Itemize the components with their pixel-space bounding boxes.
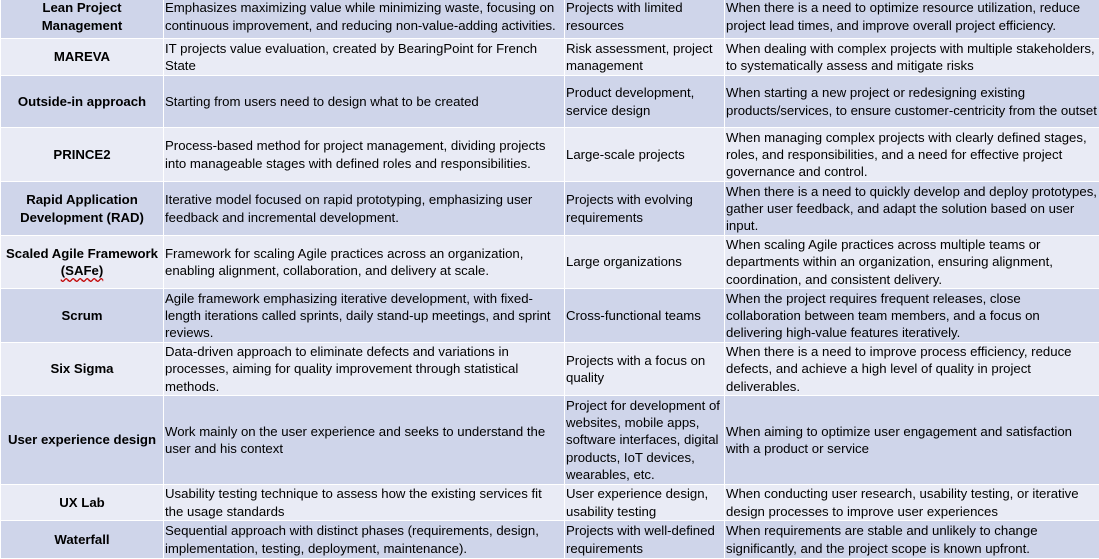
method-name: Waterfall — [1, 521, 164, 559]
method-when-to-use: When conducting user research, usability testing, or iterative design processes to improve user experiences — [725, 485, 1099, 521]
method-when-to-use: When scaling Agile practices across multiple teams or departments within an organization, ensuring alignment, coordination, and consistent delivery. — [725, 236, 1099, 289]
table-row — [1, 182, 1099, 236]
method-when-to-use: When managing complex projects with clearly defined stages, roles, and responsibilities, and a need for effective project governance and control. — [725, 128, 1099, 182]
table-row — [1, 521, 1099, 559]
method-description: Usability testing technique to assess how the existing services fit the usage standards — [164, 485, 565, 521]
method-description: Sequential approach with distinct phases (requirements, design, implementation, testing, deployment, maintenance). — [164, 521, 565, 559]
method-description: Agile framework emphasizing iterative development, with fixed-length iterations called sprints, daily stand-up meetings, and sprint reviews. — [164, 289, 565, 343]
method-description: Emphasizes maximizing value while minimizing waste, focusing on continuous improvement, and reducing non-value-adding activities. — [164, 0, 565, 39]
method-suited-for: Projects with a focus on quality — [565, 343, 725, 396]
method-when-to-use: When there is a need to optimize resource utilization, reduce project lead times, and improve overall project efficiency. — [725, 0, 1099, 39]
method-description: Data-driven approach to eliminate defects and variations in processes, aiming for quality improvement through statistical methods. — [164, 343, 565, 396]
method-suited-for: Projects with limited resources — [565, 0, 725, 39]
table-row — [1, 76, 1099, 128]
method-suited-for: User experience design, usability testing — [565, 485, 725, 521]
method-suited-for: Risk assessment, project management — [565, 39, 725, 76]
method-when-to-use: When there is a need to improve process efficiency, reduce defects, and achieve a high level of quality in project deliverables. — [725, 343, 1099, 396]
method-name: Six Sigma — [1, 343, 164, 396]
method-when-to-use: When starting a new project or redesigning existing products/services, to ensure customer-centricity from the outset — [725, 76, 1099, 128]
table-row — [1, 485, 1099, 521]
method-description: Process-based method for project management, dividing projects into manageable stages with defined roles and responsibilities. — [164, 128, 565, 182]
method-name: Rapid Application Development (RAD) — [1, 182, 164, 236]
method-suited-for: Project for development of websites, mobile apps, software interfaces, digital products, IoT devices, wearables, etc. — [565, 396, 725, 485]
table-row — [1, 39, 1099, 76]
method-suited-for: Large organizations — [565, 236, 725, 289]
method-description: Starting from users need to design what to be created — [164, 76, 565, 128]
method-when-to-use: When dealing with complex projects with multiple stakeholders, to systematically assess and mitigate risks — [725, 39, 1099, 76]
method-description: IT projects value evaluation, created by BearingPoint for French State — [164, 39, 565, 76]
method-suited-for: Large-scale projects — [565, 128, 725, 182]
method-name: Outside-in approach — [1, 76, 164, 128]
method-description: Work mainly on the user experience and seeks to understand the user and his context — [164, 396, 565, 485]
table-row — [1, 236, 1099, 289]
method-name: Lean Project Management — [1, 0, 164, 39]
method-description: Iterative model focused on rapid prototyping, emphasizing user feedback and incremental development. — [164, 182, 565, 236]
method-name: Scrum — [1, 289, 164, 343]
table-row — [1, 396, 1099, 485]
method-suited-for: Product development, service design — [565, 76, 725, 128]
method-suited-for: Cross-functional teams — [565, 289, 725, 343]
method-when-to-use: When aiming to optimize user engagement and satisfaction with a product or service — [725, 396, 1099, 485]
method-description: Framework for scaling Agile practices across an organization, enabling alignment, collaboration, and delivery at scale. — [164, 236, 565, 289]
method-suited-for: Projects with evolving requirements — [565, 182, 725, 236]
table-row — [1, 289, 1099, 343]
method-when-to-use: When there is a need to quickly develop and deploy prototypes, gather user feedback, and adapt the solution based on user input. — [725, 182, 1099, 236]
method-when-to-use: When the project requires frequent releases, close collaboration between team members, and a focus on delivering high-value features iteratively. — [725, 289, 1099, 343]
table-row — [1, 128, 1099, 182]
method-name: PRINCE2 — [1, 128, 164, 182]
method-name: User experience design — [1, 396, 164, 485]
method-name: MAREVA — [1, 39, 164, 76]
table-row — [1, 343, 1099, 396]
method-suited-for: Projects with well-defined requirements — [565, 521, 725, 559]
table-row — [1, 0, 1099, 39]
method-name-main: Scaled Agile Framework — [6, 246, 158, 261]
method-when-to-use: When requirements are stable and unlikely to change significantly, and the project scope is known upfront. — [725, 521, 1099, 559]
method-name-abbreviation: (SAFe) — [61, 263, 104, 278]
method-name: UX Lab — [1, 485, 164, 521]
method-name — [1, 236, 164, 289]
